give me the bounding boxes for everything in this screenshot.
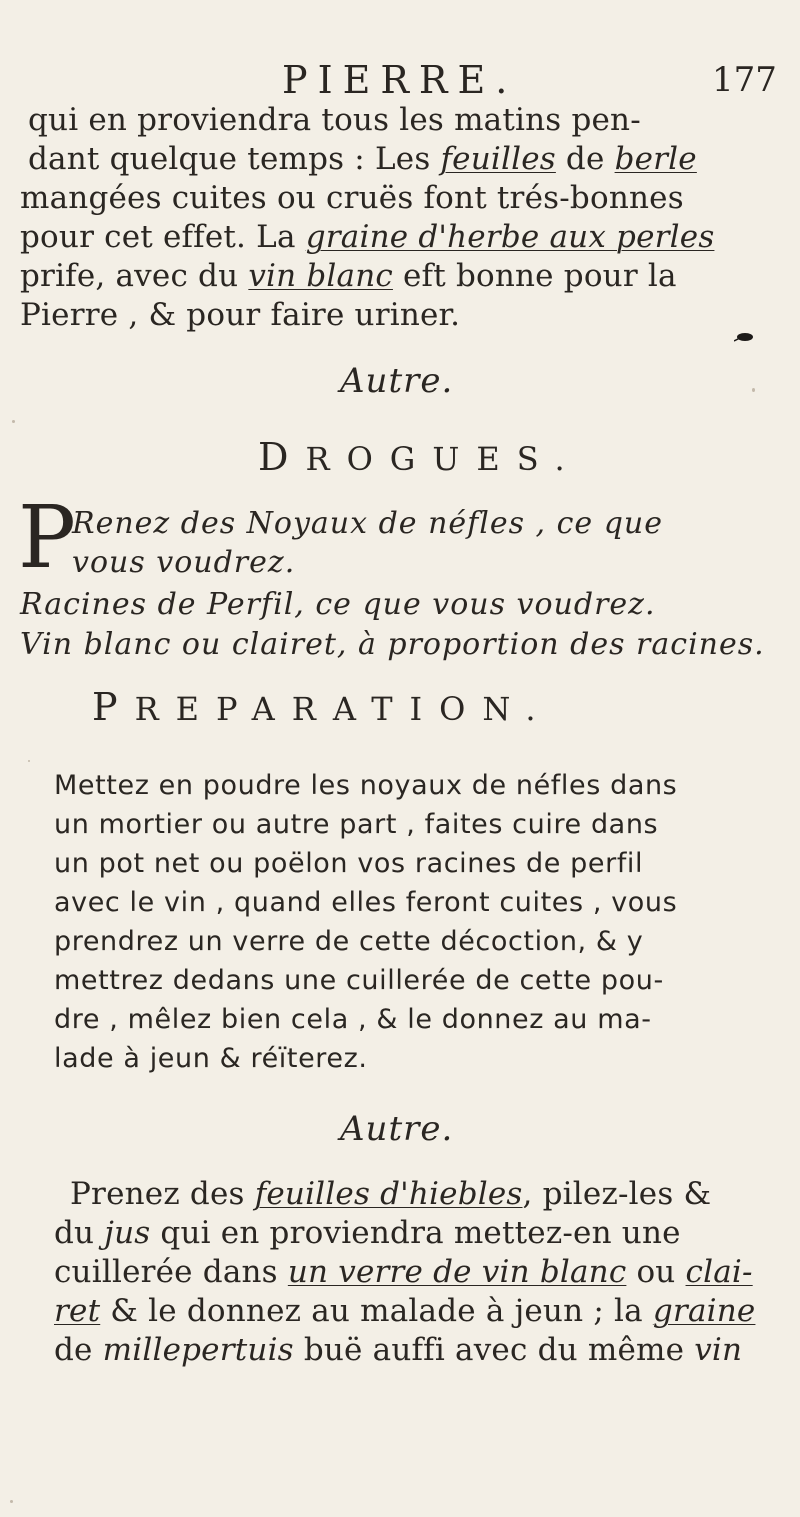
text-line (28, 100, 641, 140)
text-line (70, 1174, 711, 1214)
text-span: , pilez-les & (522, 1176, 712, 1212)
text-line: avec le vin , quand elles feront cuites , vous (54, 887, 678, 918)
text-span: qui en proviendra mettez-en une (150, 1215, 681, 1251)
page-number: 177 (712, 60, 777, 100)
paper-speck (28, 760, 30, 762)
text-line: un pot net ou poëlon vos racines de perfil (54, 848, 644, 879)
italic-term: vin (694, 1332, 743, 1368)
text-span: cuillerée dans (54, 1254, 288, 1290)
text-line (20, 256, 677, 296)
ingredient-line: vous voudrez. (72, 545, 296, 580)
text-span: buë auffi avec du même (293, 1332, 695, 1368)
text-line: lade à jeun & réïterez. (54, 1043, 368, 1074)
italic-term: millepertuis (102, 1332, 294, 1368)
ingredient-line: Renez des Noyaux de néfles , ce que (72, 506, 663, 541)
text-line: prendrez un verre de cette décoction, & y (54, 926, 644, 957)
text-line: mettrez dedans une cuillerée de cette pou- (54, 965, 664, 996)
text-span: de (555, 141, 615, 177)
heading-initial: D (258, 435, 306, 479)
running-title: PIERRE. (282, 58, 518, 102)
underlined-italic-term: un verre de vin blanc (287, 1254, 627, 1290)
text-line (54, 1330, 742, 1370)
drop-cap: P (18, 488, 76, 588)
text-line (28, 139, 697, 179)
underlined-italic-term: vin blanc (248, 258, 393, 294)
text-span: dant quelque temps : Les (28, 141, 441, 177)
underlined-italic-term: berle (614, 141, 697, 177)
text-line (20, 178, 684, 218)
ingredient-line: Vin blanc ou clairet, à proportion des racines. (20, 627, 765, 662)
ingredient-line: Racines de Perfil, ce que vous voudrez. (20, 587, 656, 622)
text-line (54, 1252, 753, 1292)
section-heading-autre-2: Autre. (340, 1109, 454, 1149)
section-heading-preparation (92, 686, 553, 730)
text-line: Mettez en poudre les noyaux de néfles dans (54, 770, 678, 801)
underlined-italic-term: feuilles (440, 141, 556, 177)
text-span: & le donnez au malade à jeun ; la (100, 1293, 653, 1329)
underlined-italic-term: clai- (685, 1254, 753, 1290)
text-span: Prenez des (70, 1176, 255, 1212)
text-span: Pierre , & pour faire uriner. (20, 297, 461, 333)
heading-initial: P (92, 685, 135, 729)
text-span: ou (626, 1254, 686, 1290)
text-line (20, 295, 460, 335)
text-span: qui en proviendra tous les matins pen- (28, 102, 641, 138)
text-line (20, 217, 714, 257)
text-line: dre , mêlez bien cela , & le donnez au ma- (54, 1004, 652, 1035)
text-line (54, 1213, 681, 1253)
heading-rest: ROGUES. (305, 440, 582, 478)
text-line: un mortier ou autre part , faites cuire dans (54, 809, 659, 840)
underlined-italic-term: feuilles d'hiebles (254, 1176, 523, 1212)
section-heading-autre: Autre. (340, 361, 454, 401)
text-span: du (54, 1215, 105, 1251)
underlined-italic-term: ret (54, 1293, 101, 1329)
paper-speck (752, 388, 755, 392)
text-span: pour cet effet. La (20, 219, 306, 255)
section-heading-drogues (258, 436, 582, 480)
text-span: prife, avec du (20, 258, 249, 294)
heading-rest: REPARATION. (134, 690, 553, 728)
paper-speck (12, 420, 15, 423)
paper-speck (10, 1500, 13, 1503)
text-span: eft bonne pour la (392, 258, 677, 294)
text-span: mangées cuites ou cruës font trés-bonnes (20, 180, 684, 216)
text-line (54, 1291, 755, 1331)
underlined-italic-term: graine d'herbe aux perles (305, 219, 715, 255)
text-span: de (54, 1332, 103, 1368)
italic-term: jus (104, 1215, 151, 1251)
ink-blot-icon (734, 330, 754, 342)
underlined-italic-term: graine (652, 1293, 756, 1329)
